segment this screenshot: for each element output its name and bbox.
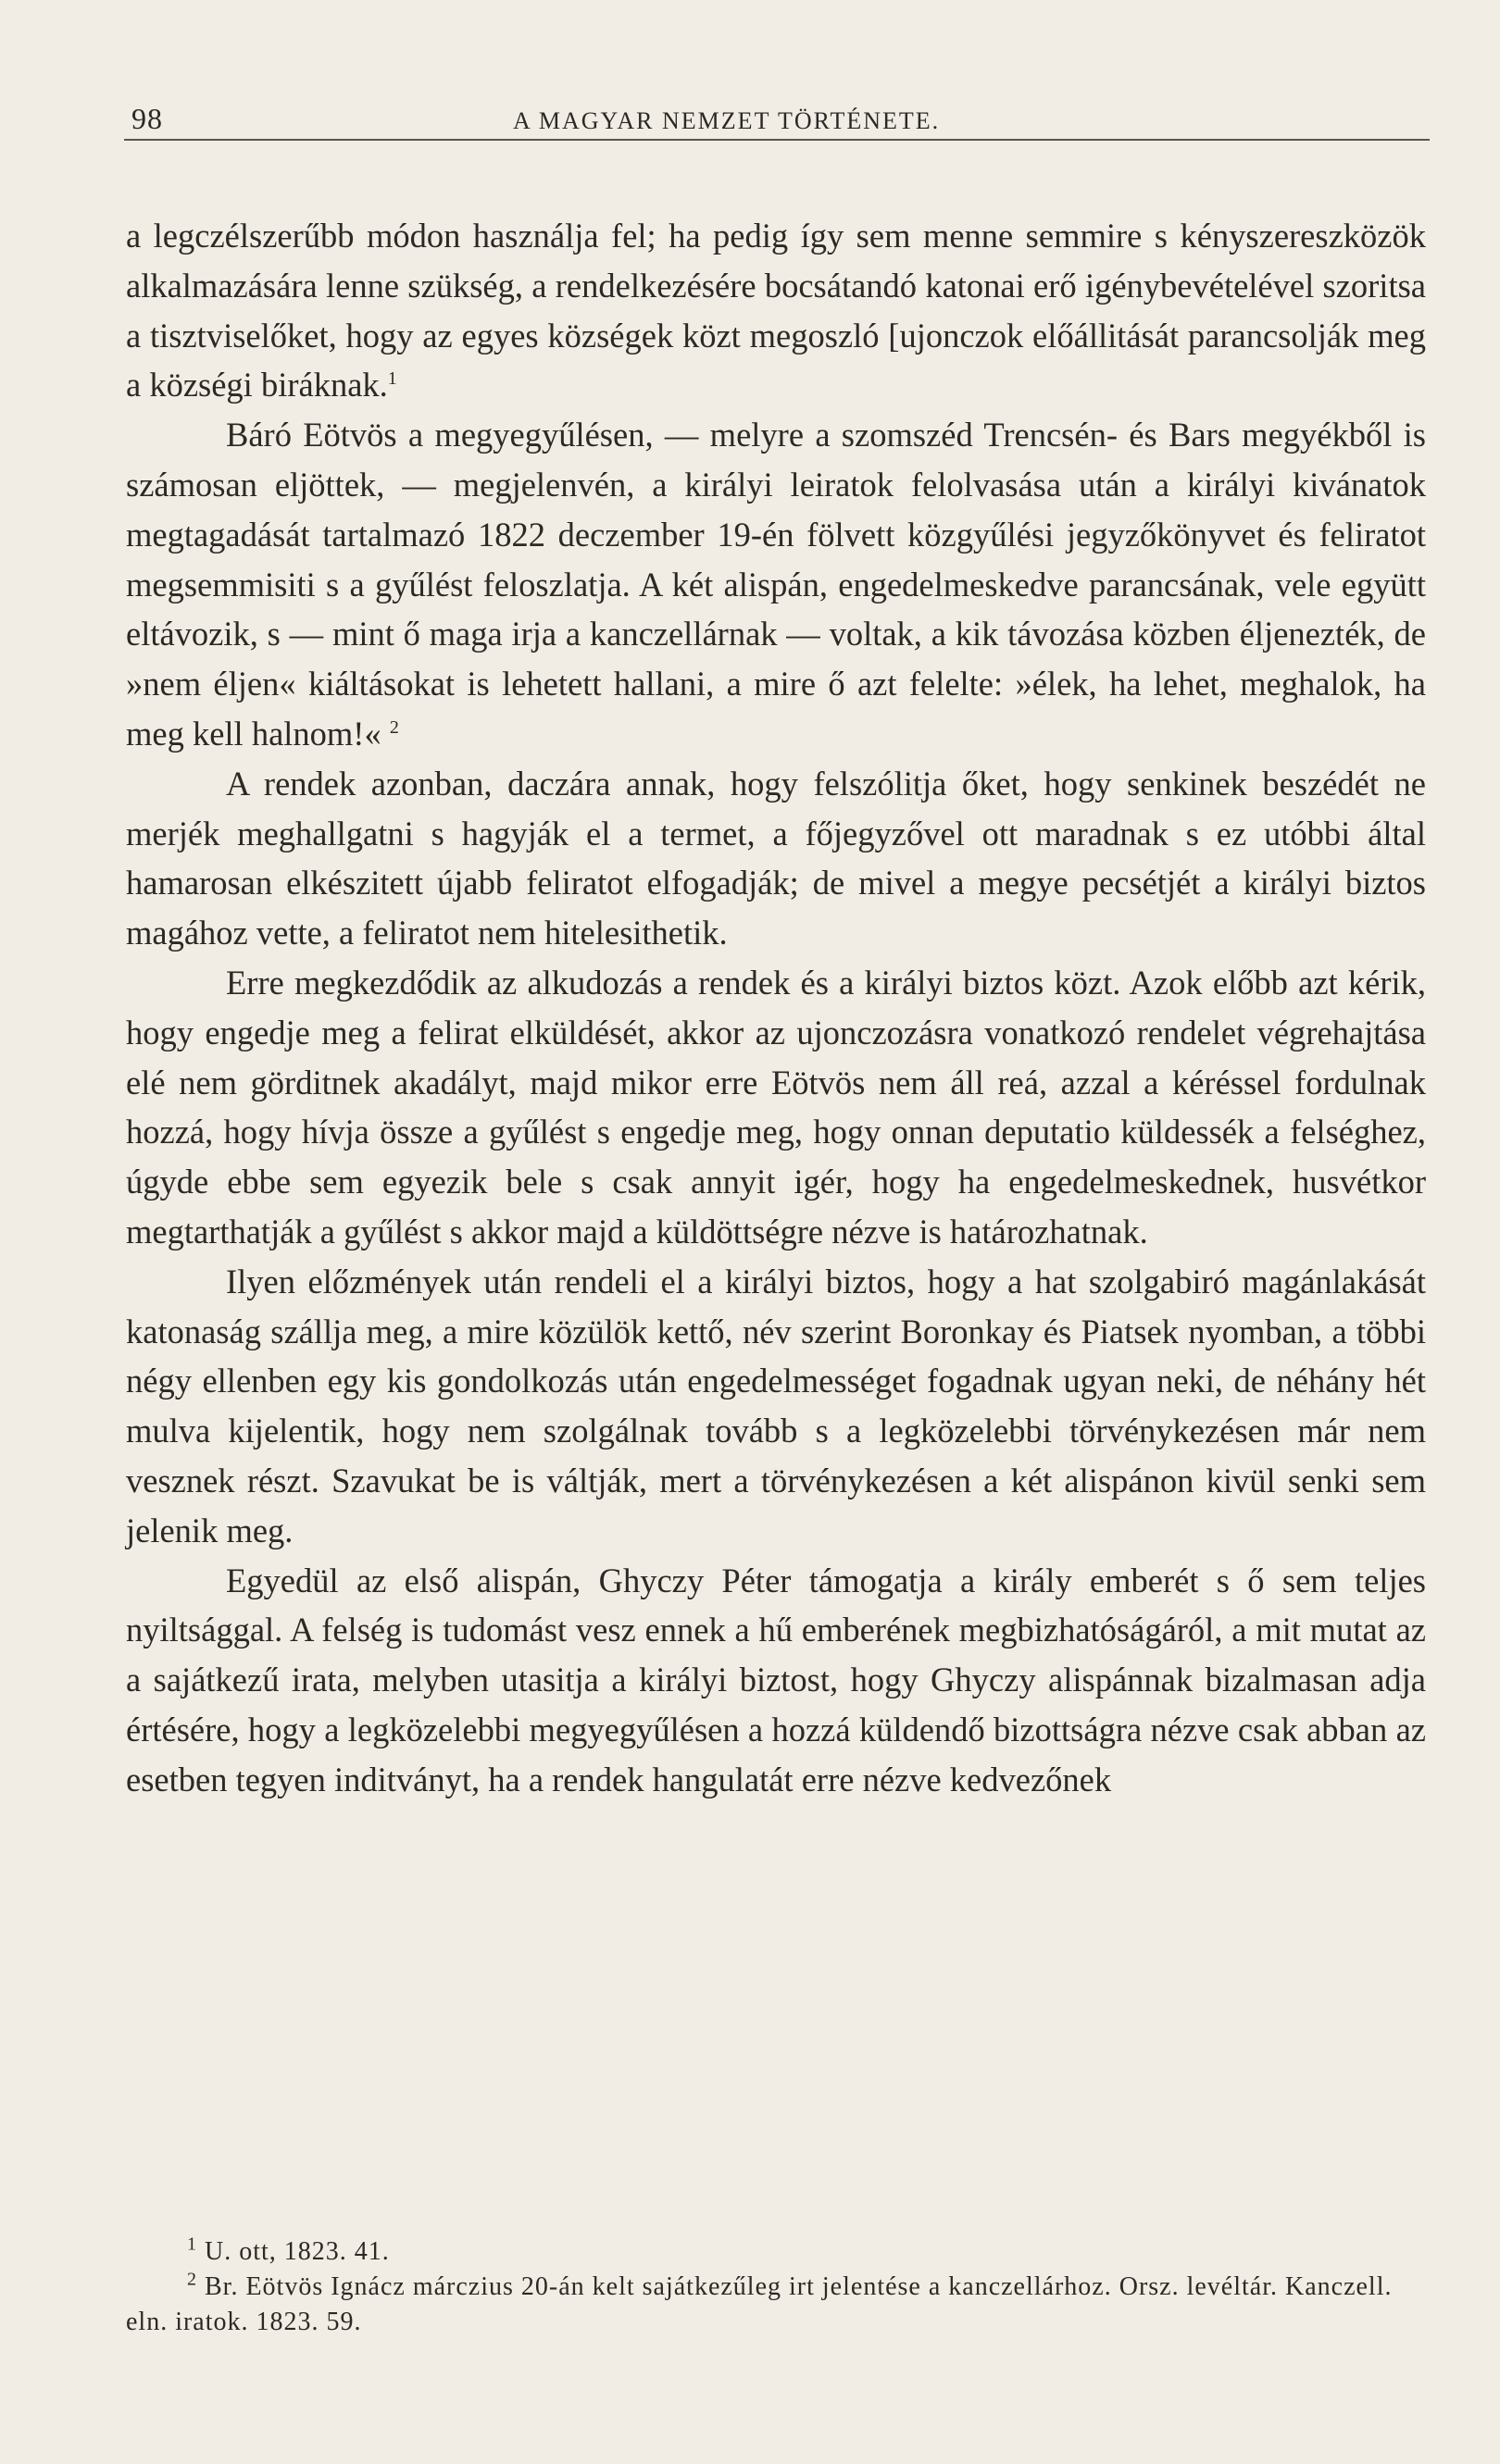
footnote-1-text: U. ott, 1823. 41. [205,2237,390,2266]
paragraph-3: A rendek azonban, daczára annak, hogy felszólitja őket, hogy senkinek beszédét ne merjék meghallgatni s hagyják el a termet, a főjegyzővel ott maradnak s ez utóbbi által hamarosan elkészitett újabb feliratot elfogadják; de mivel a megye pecsétjét a királyi biztos magához vette, a feliratot nem hitelesithetik. [126,764,1426,952]
paragraph-2 [126,410,1426,759]
page-header [124,96,1430,141]
footnote-1-mark: 1 [187,2234,197,2255]
page-number: 98 [131,102,163,135]
paragraph-2-text: Báró Eötvös a megyegyűlésen, — melyre a szomszéd Trencsén- és Bars megyékből is számosan eljöttek, — megjelenvén, a királyi leiratok felolvasása után a királyi kivánatok megtagadását tartalmazó 1822 deczember 19-én fölvett közgyűlési jegyzőkönyvet és feliratot megsemmisiti s a gyűlést feloszlatja. A két alispán, engedelmeskedve parancsának, vele együtt eltávozik, s — mint ő maga irja a kanczellárnak — voltak, a kik távozása közben éljenezték, de »nem éljen« kiáltásokat is lehetett hallani, a mire ő azt felelte: »élek, ha lehet, meghalok, ha meg kell halnom!« [126,416,1426,753]
paragraph-4: Erre megkezdődik az alkudozás a rendek és a királyi biztos közt. Azok előbb azt kérik, hogy engedje meg a felirat elküldését, akkor az ujonczozásra vonatkozó rendelet végrehajtása elé nem görditnek akadályt, majd mikor erre Eötvös nem áll reá, azzal a kéréssel fordulnak hozzá, hogy hívja össze a gyűlést s engedje meg, hogy onnan deputatio küldessék a felséghez, úgyde ebbe sem egyezik bele s csak annyit igér, hogy ha engedelmeskednek, husvétkor megtarthatják a gyűlést s akkor majd a küldöttségre nézve is határozhatnak. [126,963,1426,1251]
footnote-ref-2: 2 [389,716,399,738]
paragraph-1-text: a legczélszerűbb módon használja fel; ha pedig így sem menne semmire s kényszereszközök alkalmazására lenne szükség, a rendelkezésére bocsátandó katonai erő igénybevételével szoritsa a tisztviselőket, hogy az egyes községek közt megoszló [ujonczok előállitását parancsolják meg a községi biráknak. [126,217,1426,404]
running-head: A MAGYAR NEMZET TÖRTÉNETE. [513,107,941,134]
footnote-2-text: Br. Eötvös Ignácz márczius 20-án kelt sajátkezűleg irt jelentése a kanczellárhoz. Orsz. levéltár. Kanczell. eln. iratok. 1823. 59. [126,2272,1393,2336]
paragraph-5: Ilyen előzmények után rendeli el a királyi biztos, hogy a hat szolgabiró magánlakását katonaság szállja meg, a mire közülök kettő, név szerint Boronkay és Piatsek nyomban, a többi négy ellenben egy kis gondolkozás után engedelmességet fogadnak ugyan neki, de néhány hét mulva kijelentik, hogy nem szolgálnak tovább s a legközelebbi törvénykezésen már nem vesznek részt. Szavukat be is váltják, mert a törvénykezésen a két alispánon kivül senki sem jelenik meg. [126,1262,1426,1549]
paragraph-6: Egyedül az első alispán, Ghyczy Péter támogatja a király emberét s ő sem teljes nyiltsággal. A felség is tudomást vesz ennek a hű emberének megbizhatóságáról, a mit mutat az a sajátkezű irata, melyben utasitja a királyi biztost, hogy Ghyczy alispánnak bizalmasan adja értésére, hogy a legközelebbi megyegyűlésen a hozzá küldendő bizottságra nézve csak abban az esetben tegyen inditványt, ha a rendek hangulatát erre nézve kedvezőnek [126,1561,1426,1798]
footnotes [126,2234,1426,2340]
main-text [126,211,1426,1805]
footnote-2 [126,2270,1426,2340]
footnote-1 [126,2234,1426,2270]
paragraph-1 [126,211,1426,410]
footnote-2-mark: 2 [187,2269,197,2290]
footnote-ref-1: 1 [387,368,397,390]
